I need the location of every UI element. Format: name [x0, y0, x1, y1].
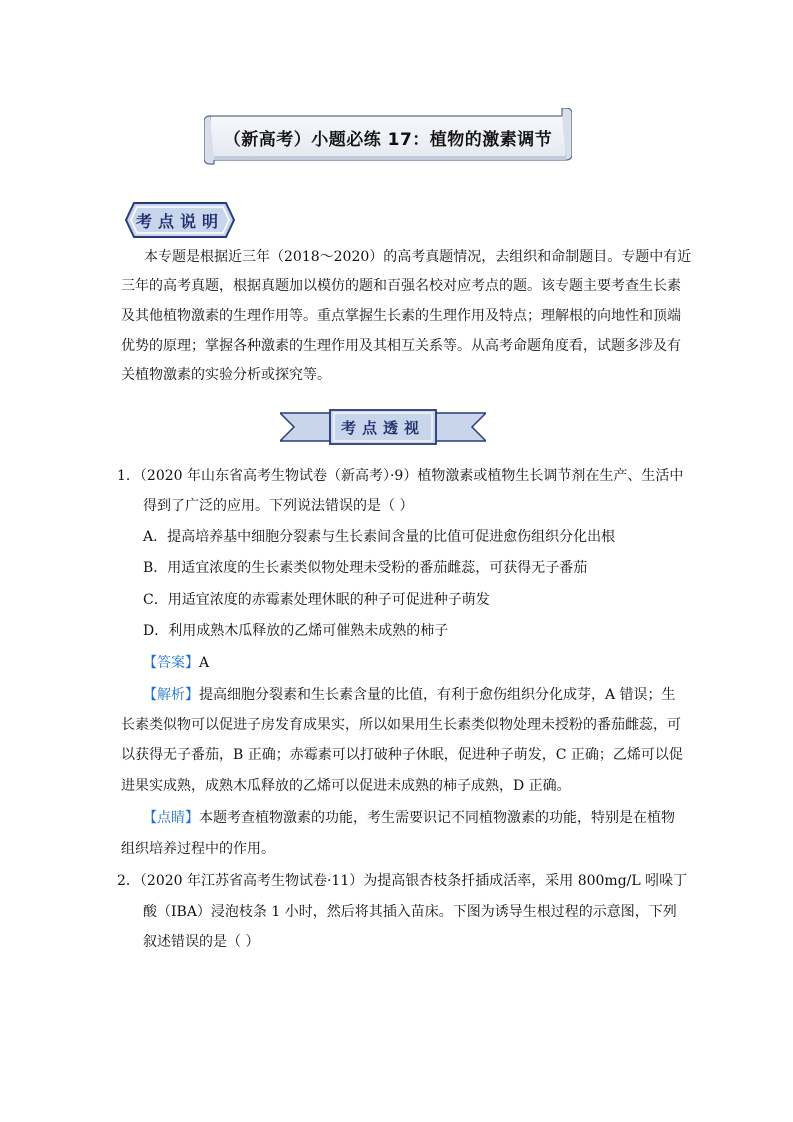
question-stem: 酸（IBA）浸泡枝条 1 小时，然后将其插入苗床。下图为诱导生根过程的示意图，下列	[143, 904, 677, 920]
note-tag: 【点睛】	[143, 810, 199, 826]
note-text: 本题考查植物激素的功能，考生需要识记不同植物激素的功能，特别是在植物	[199, 810, 675, 826]
title-banner	[204, 108, 572, 166]
analysis-line: 进果实成熟，成熟木瓜释放的乙烯可以促进未成熟的柿子成熟，D 正确。	[121, 778, 571, 794]
option-c: C．用适宜浓度的赤霉素处理休眠的种子可促进种子萌发	[143, 592, 490, 608]
analysis-text: 提高细胞分裂素和生长素含量的比值，有利于愈伤组织分化成芽，A 错误；生	[199, 687, 676, 703]
answer-value: A	[199, 655, 210, 671]
note-line	[143, 808, 675, 828]
section-badge-key-points	[124, 201, 236, 239]
section-label: 考点透视	[340, 418, 425, 437]
intro-line: 及其他植物激素的生理作用等。重点掌握生长素的生理作用及特点；理解根的向地性和顶端	[121, 308, 681, 324]
question-stem: 1．（2020 年山东省高考生物试卷（新高考）·9）植物激素或植物生长调节剂在生产、生活中	[117, 468, 684, 484]
option-b: B．用适宜浓度的生长素类似物处理未受粉的番茄雌蕊，可获得无子番茄	[143, 560, 588, 576]
intro-line: 三年的高考真题，根据真题加以模仿的题和百强名校对应考点的题。该专题主要考查生长素	[121, 278, 681, 294]
question-stem: 得到了广泛的应用。下列说法错误的是（ ）	[143, 498, 414, 514]
question-stem: 叙述错误的是（ ）	[143, 934, 260, 950]
answer-tag: 【答案】	[143, 655, 199, 671]
answer-line	[143, 653, 209, 673]
option-a: A．提高培养基中细胞分裂素与生长素间含量的比值可促进愈伤组织分化出根	[143, 529, 616, 545]
analysis-line: 以获得无子番茄，B 正确；赤霉素可以打破种子休眠，促进种子萌发，C 正确；乙烯可以促	[121, 747, 683, 763]
page-title: （新高考）小题必练 17：植物的激素调节	[223, 129, 553, 150]
intro-line: 关植物激素的实验分析或探究等。	[121, 367, 331, 383]
analysis-line: 长素类似物可以促进子房发育成果实，所以如果用生长素类似物处理未授粉的番茄雌蕊，可	[121, 717, 681, 733]
note-line: 组织培养过程中的作用。	[121, 841, 275, 857]
intro-line: 优势的原理；掌握各种激素的生理作用及其相互关系等。从高考命题角度看，试题多涉及有	[121, 338, 681, 354]
question-stem: 2．（2020 年江苏省高考生物试卷·11）为提高银杏枝条扦插成活率，采用 800mg/L 吲哚丁	[117, 873, 688, 889]
analysis-line	[143, 685, 676, 705]
section-badge-perspective	[280, 409, 486, 445]
option-d: D．利用成熟木瓜释放的乙烯可催熟未成熟的柿子	[143, 623, 449, 639]
intro-line: 本专题是根据近三年（2018～2020）的高考真题情况，去组织和命制题目。专题中有近	[144, 249, 692, 265]
section-label: 考点说明	[135, 211, 224, 231]
analysis-tag: 【解析】	[143, 687, 199, 703]
